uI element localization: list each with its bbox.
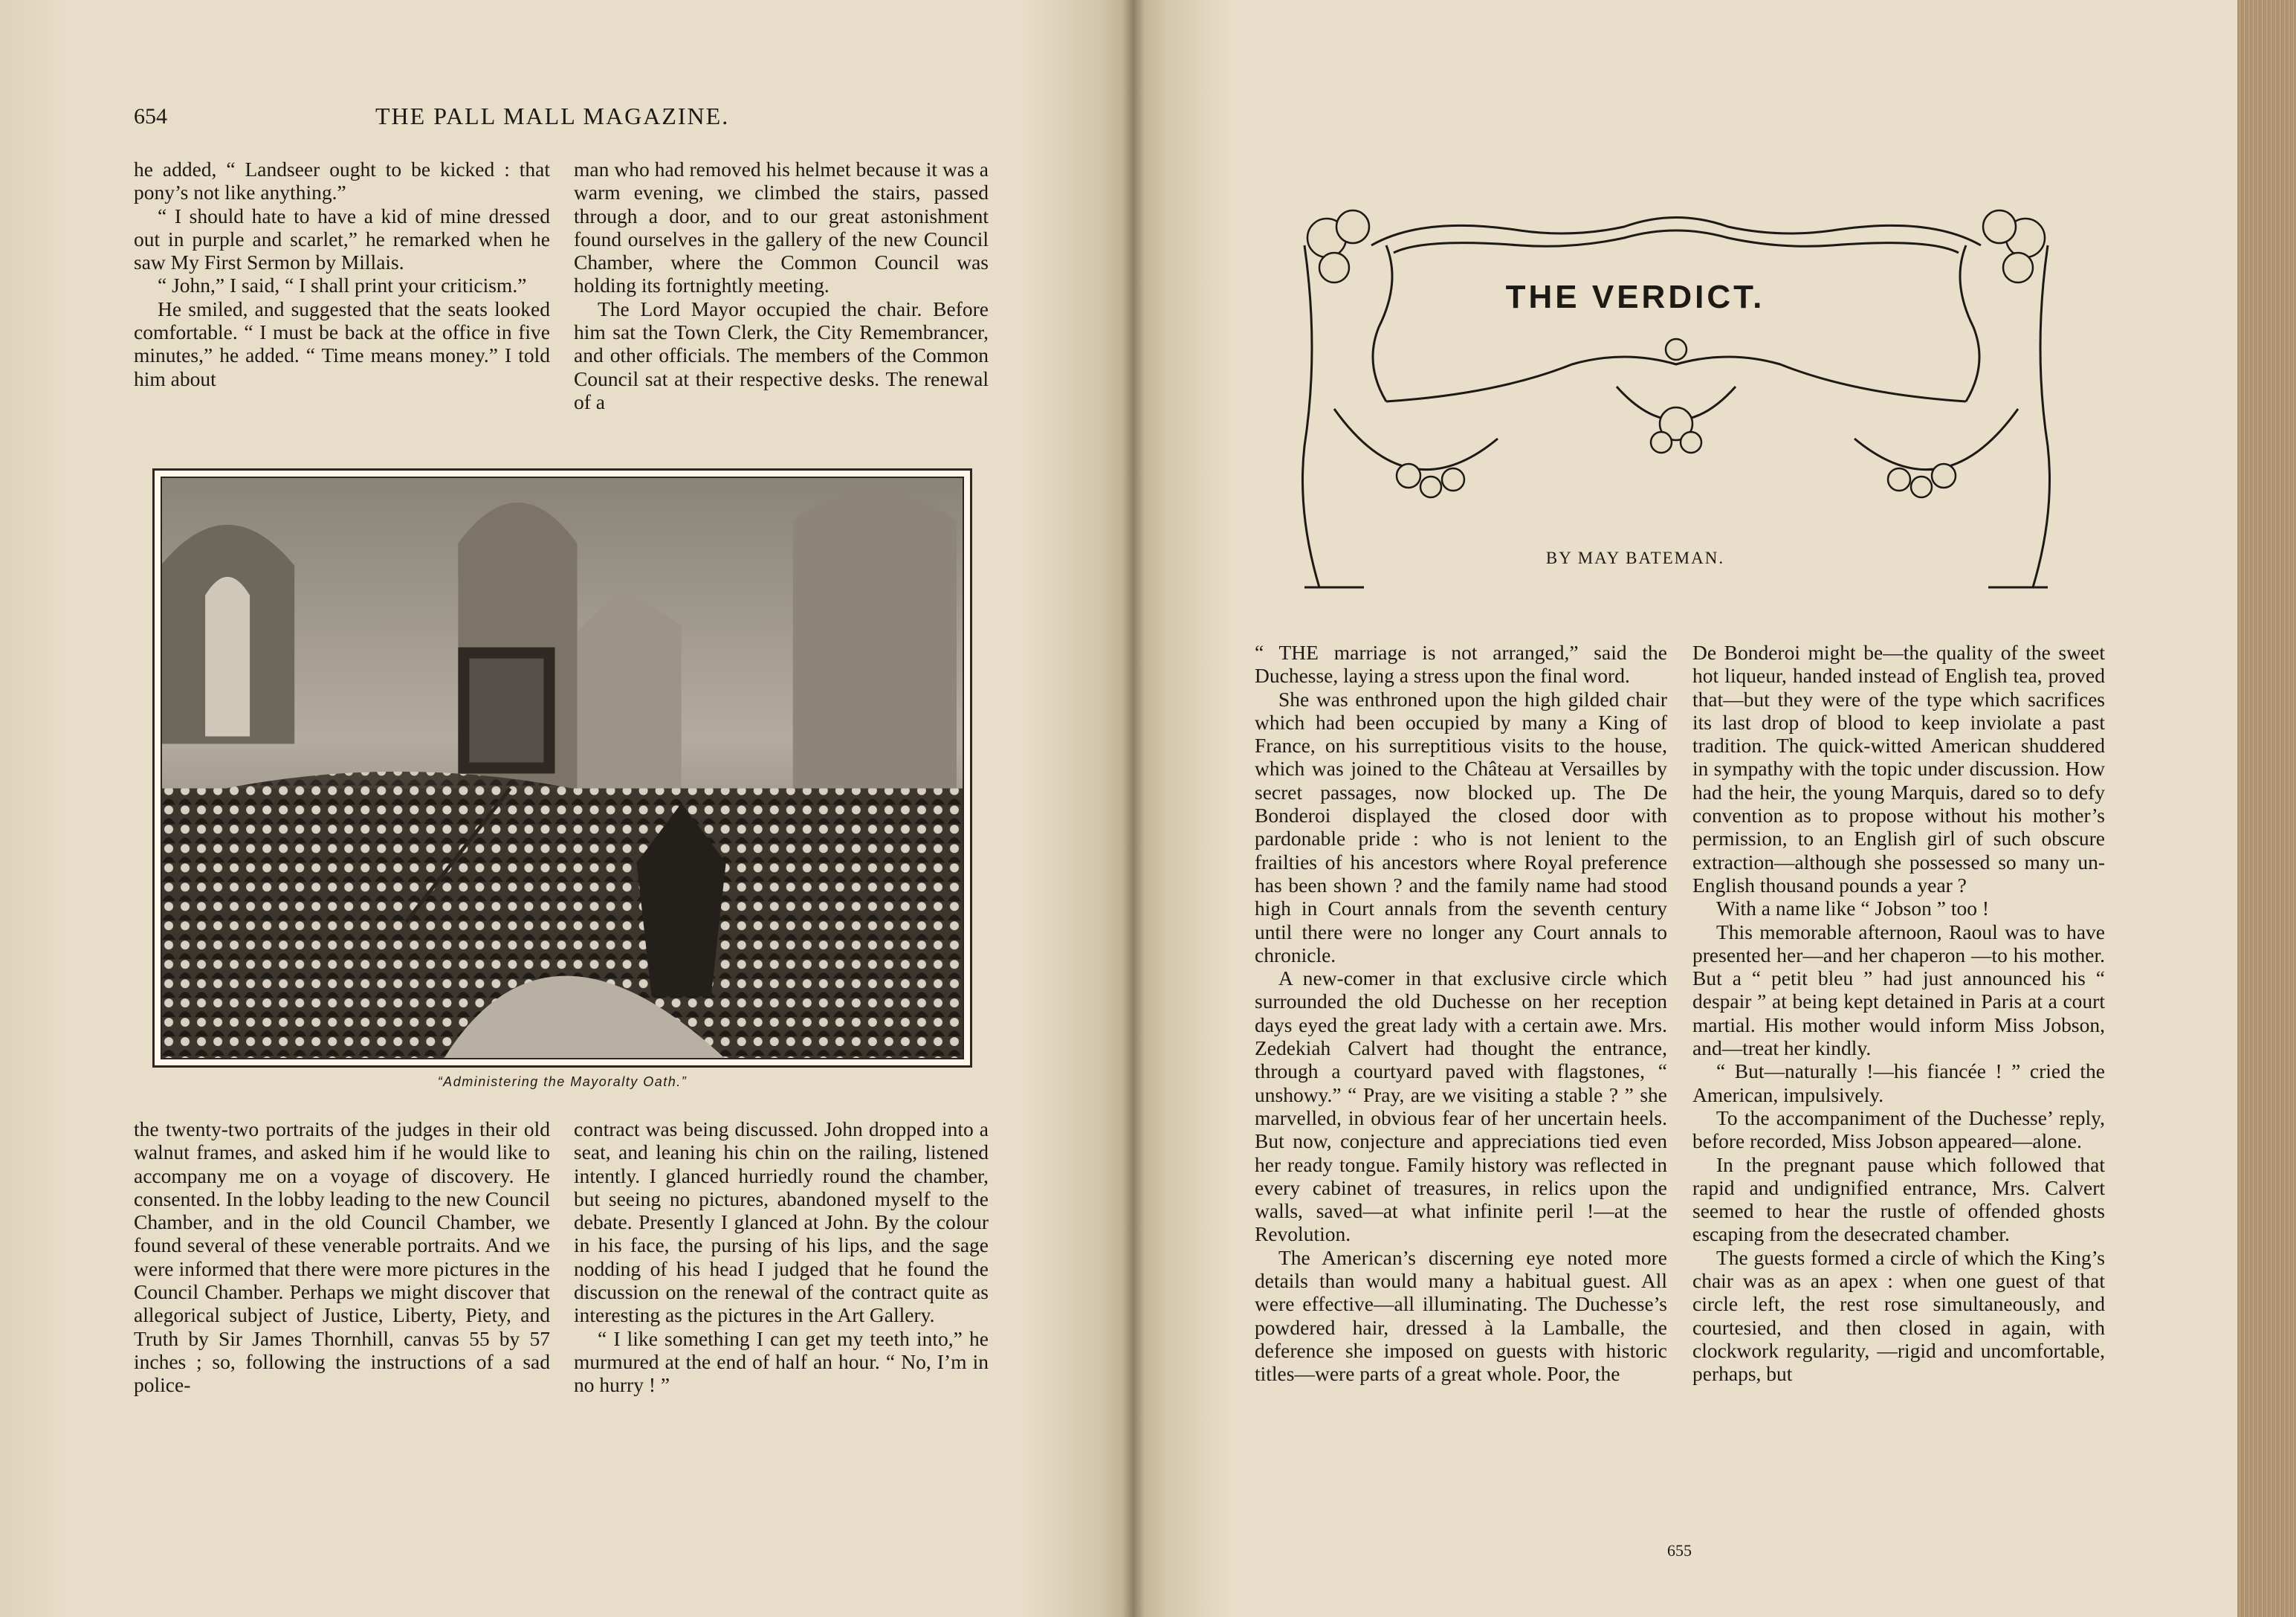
- paragraph: contract was being discussed. John dropped into a seat, and leaning his chin on the railing, listened intently. I glanced hurriedly round the chamber, but seeing no pictures, abandoned myself to the debate. Presently I glanced at John. By the colour in his face, the pursing of his lips, and the sage nodding of his head I judged that he found the discussion on the renewal of the contract quite as interesting as the pictures in the Art Gallery.: [574, 1117, 989, 1327]
- page-edges: [2237, 0, 2296, 1617]
- paragraph: De Bonderoi might be—the quality of the sweet hot liqueur, handed instead of English tea, proved that—but they were of the type which sacrifices its last drop of blood to keep inviolate a past tradition. The quick-witted American shuddered in sympathy with the topic under discussion. How had the heir, the young Marquis, dared so to defy convention as to propose without his mother’s permission, to an English girl of such obscure extraction—although she possessed so many un-English thousand pounds a year ?: [1692, 641, 2105, 897]
- paragraph: A new-comer in that exclusive circle which surrounded the old Duchesse on her reception days eyed the great lady with a certain awe. Mrs. Zedekiah Calvert had thought the entrance, through a courtyard paved with flagstones, “ unshowy.” “ Pray, are we visiting a stable ? ” she marvelled, in obvious fear of her uncertain heels. But now, conjecture and appreciations tied even her ready tongue. Family history was reflected in every cabinet of treasures, in relics upon the walls, saved—at what infinite peril !—at the Revolution.: [1255, 966, 1667, 1246]
- paragraph: he added, “ Landseer ought to be kicked : that pony’s not like anything.”: [134, 158, 550, 204]
- paragraph: “ I like something I can get my teeth into,” he murmured at the end of half an hour. “ No, I’m in no hurry ! ”: [574, 1326, 989, 1397]
- left-col1-bottom: [134, 1117, 550, 1397]
- paragraph: This memorable afternoon, Raoul was to have presented her—and her chaperon —to his mother. But a “ petit bleu ” had just announced his “ despair ” at being kept detained in Paris at a court martial. His mother would inform Miss Jobson, and—treat her kindly.: [1692, 920, 2105, 1060]
- story-byline: BY MAY BATEMAN.: [1545, 549, 1725, 567]
- paragraph: The Lord Mayor occupied the chair. Before him sat the Town Clerk, the City Remembrancer, and other officials. The members of the Common Council sat at their respective desks. The renewal of a: [574, 297, 989, 413]
- right-page-number: 655: [1667, 1541, 1692, 1560]
- left-page-number: 654: [134, 104, 167, 129]
- paragraph: “ But—naturally !—his fiancée ! ” cried the American, impulsively.: [1692, 1059, 2105, 1106]
- paragraph: “ I should hate to have a kid of mine dressed out in purple and scarlet,” he remarked when he saw My First Sermon by Millais.: [134, 204, 550, 274]
- story-title: THE VERDICT.: [1505, 279, 1765, 315]
- illustration-caption: “Administering the Mayoralty Oath.”: [437, 1074, 688, 1089]
- paragraph: The guests formed a circle of which the King’s chair was as an apex : when one guest of that circle left, the rest rose simultaneously, and courtesied, and then closed in again, with clockwork regularity, —rigid and uncomfortable, perhaps, but: [1692, 1245, 2105, 1386]
- paragraph: The American’s discerning eye noted more details than would many a habitual guest. All were effective—all illuminating. The Duchesse’s powdered hair, dressed à la Lamballe, the deference she imposed on guests with historic titles—were parts of a great whole. Poor, the: [1255, 1245, 1667, 1386]
- opening-paragraph: “ THE marriage is not arranged,” said the Duchesse, laying a stress upon the final word.: [1255, 641, 1667, 688]
- illustration-plate: [152, 468, 972, 1068]
- book-gutter: [1122, 0, 1145, 1617]
- paragraph: “ John,” I said, “ I shall print your criticism.”: [158, 274, 527, 297]
- left-col2-bottom: [574, 1117, 989, 1397]
- paragraph: She was enthroned upon the high gilded chair which had been occupied by many a King of France, on his surreptitious visits to the house, which was joined to the Château at Versailles by secret passages, now blocked up. The De Bonderoi displayed the closed door with pardonable pride : who is not lenient to the frailties of his ancestors where Royal preference has been shown ? and the family name had stood high in Court annals from the seventh century until there were no longer any Court annals to chronicle.: [1255, 687, 1667, 966]
- paragraph: the twenty-two portraits of the judges in their old walnut frames, and asked him if he would like to accompany me on a voyage of discovery. He consented. In the lobby leading to the new Council Chamber, and in the old Council Chamber, we found several of these venerable portraits. And we were informed that there were more pictures in the Council Chamber. Perhaps we might discover that allegorical subject of Justice, Liberty, Piety, and Truth by Sir James Thornhill, canvas 55 by 57 inches ; so, following the instructions of a sad police-: [134, 1117, 550, 1397]
- right-col2: [1692, 641, 2105, 1386]
- council-chamber-engraving: [161, 477, 964, 1059]
- paragraph: man who had removed his helmet because it was a warm evening, we climbed the stairs, passed through a door, and to our great astonishment found ourselves in the gallery of the new Council Chamber, where the Common Council was holding its fortnightly meeting.: [574, 158, 989, 297]
- paragraph: To the accompaniment of the Duchesse’ reply, before recorded, Miss Jobson appeared—alone.: [1692, 1106, 2105, 1153]
- right-col1: [1255, 641, 1667, 1386]
- paragraph: In the pregnant pause which followed that rapid and undignified entrance, Mrs. Calvert seemed to hear the rustle of offended ghosts escaping from the desecrated chamber.: [1692, 1152, 2105, 1246]
- running-head: THE PALL MALL MAGAZINE.: [375, 103, 730, 129]
- left-col1-top: [134, 158, 550, 390]
- paragraph: He smiled, and suggested that the seats looked comfortable. “ I must be back at the office in five minutes,” he added. “ Time means money.” I told him about: [134, 297, 550, 390]
- paragraph: With a name like “ Jobson ” too !: [1716, 897, 1989, 920]
- left-col2-top: [574, 158, 989, 413]
